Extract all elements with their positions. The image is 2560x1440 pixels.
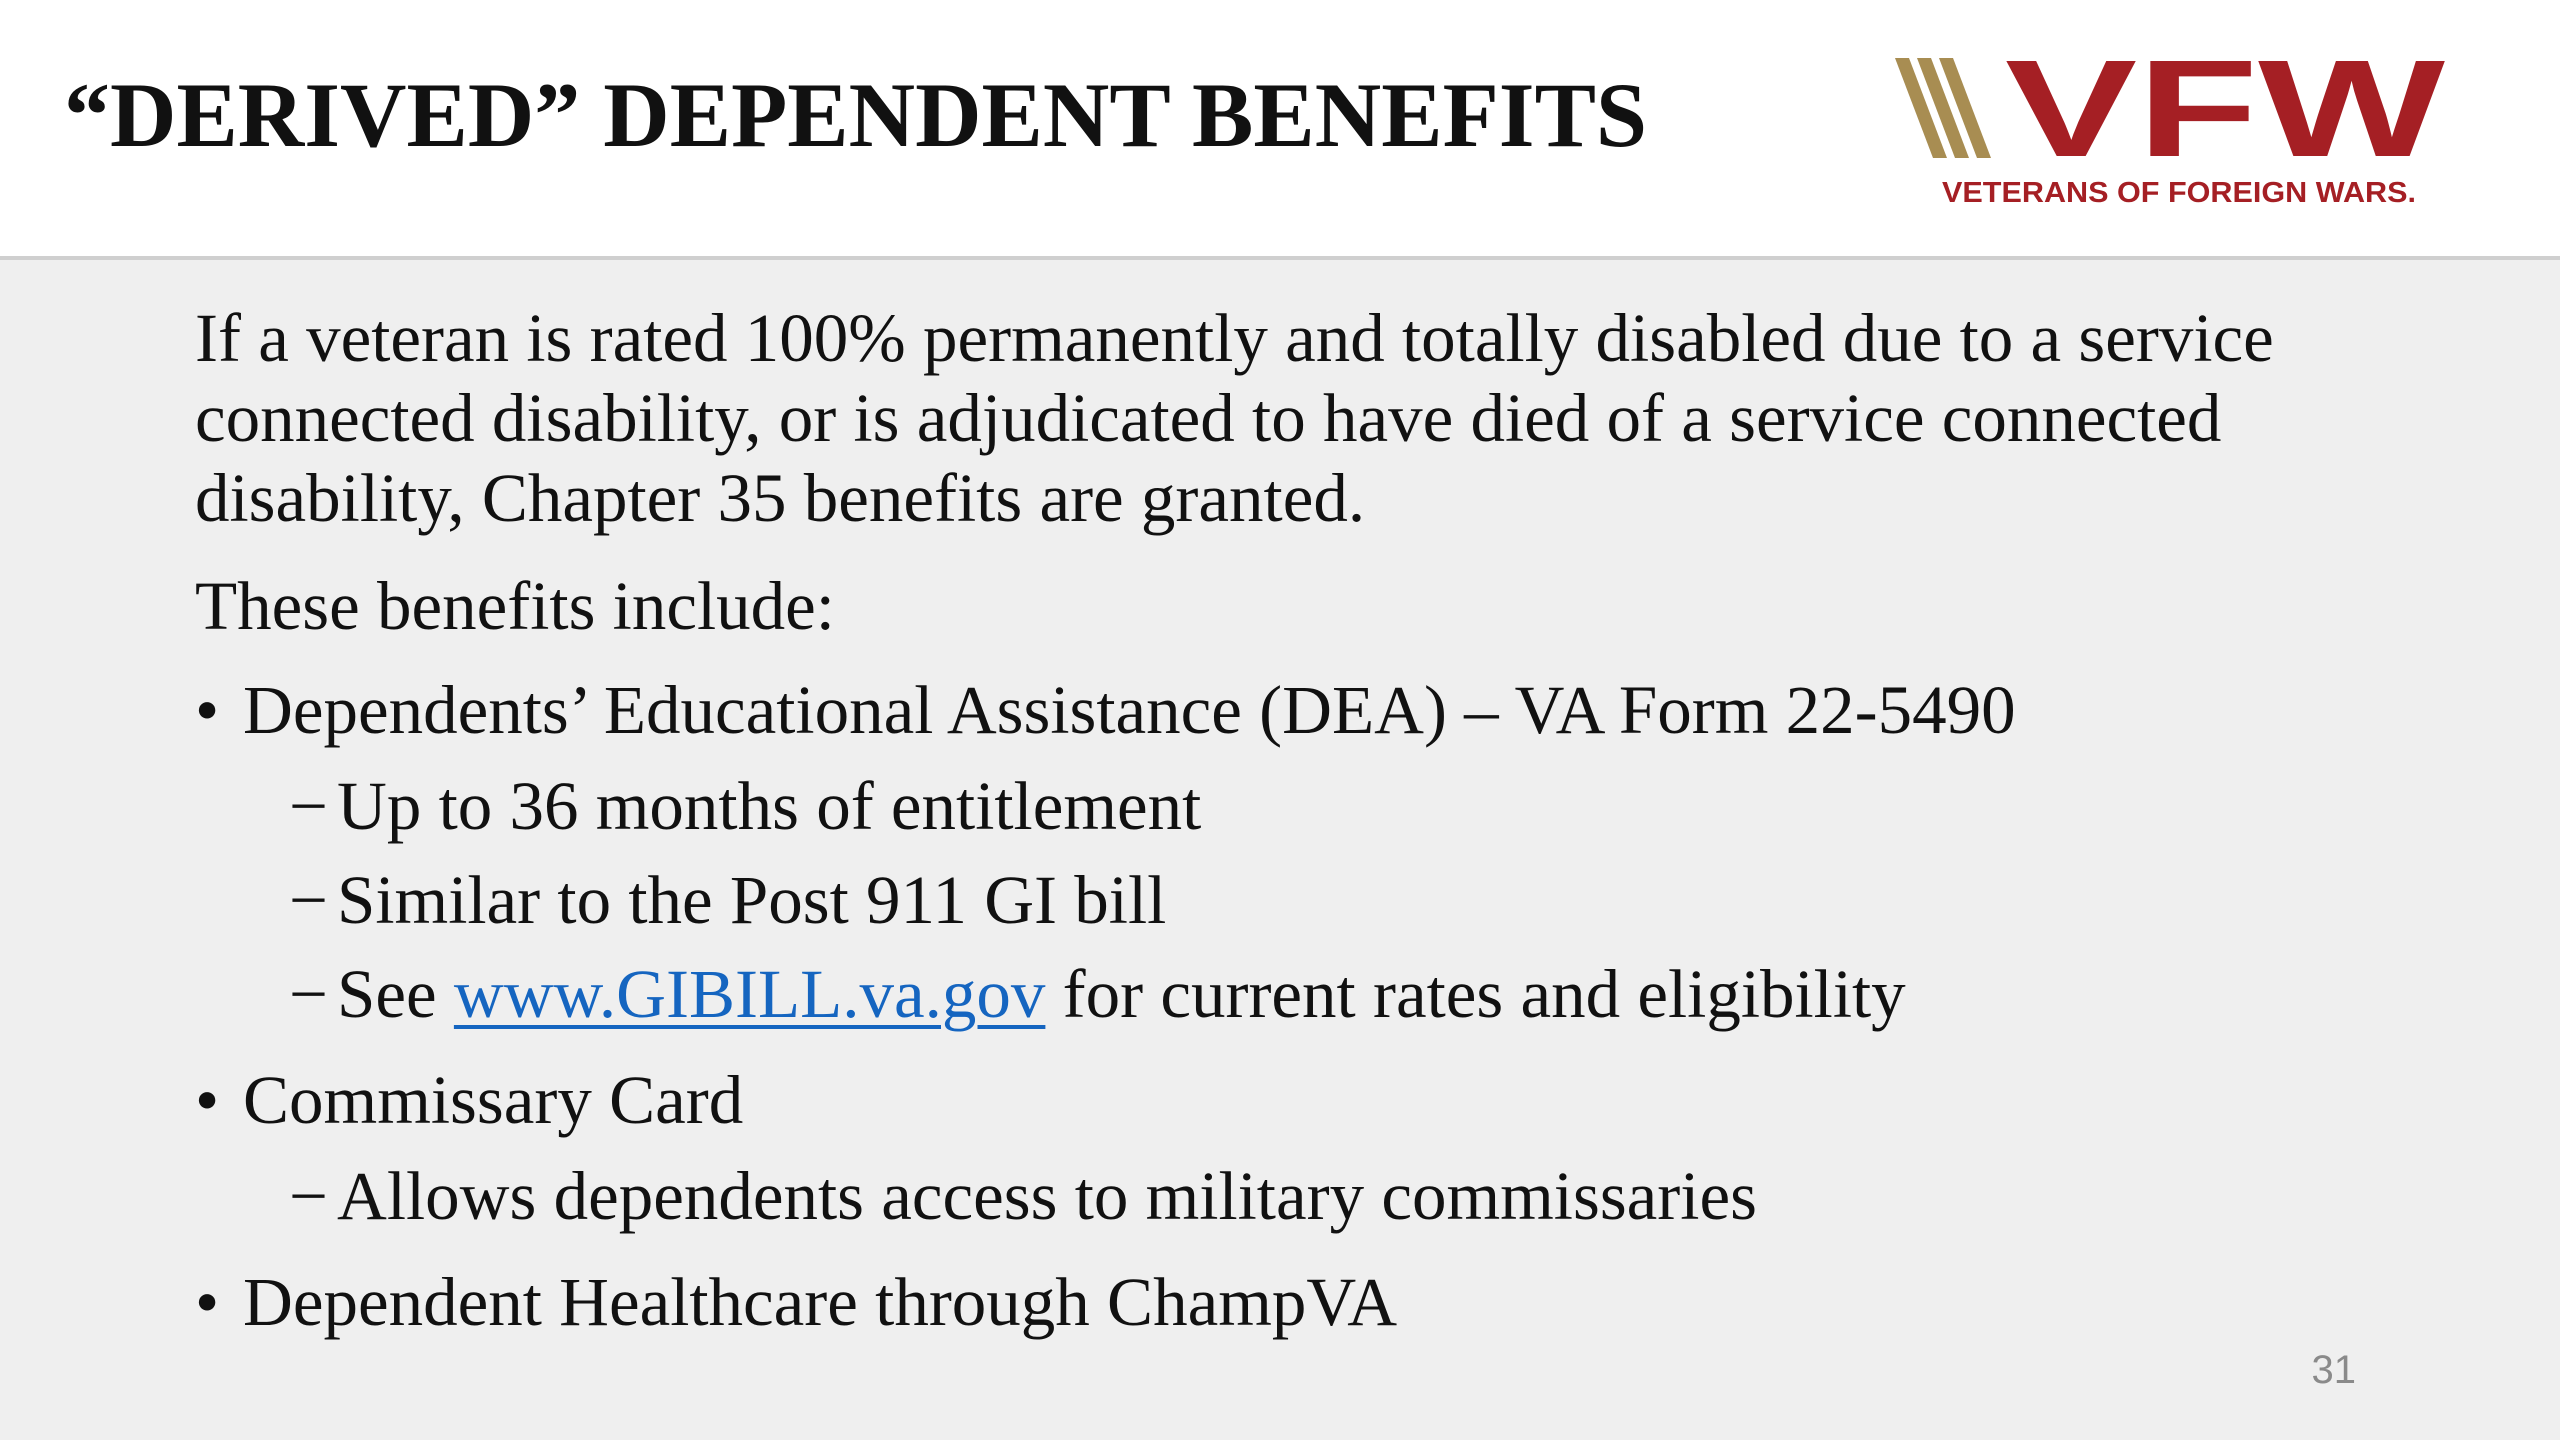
sub-item-link-after: for current rates and eligibility (1045, 956, 1906, 1032)
logo-wordmark: VFW (2005, 50, 2447, 186)
sub-marker: − (289, 1158, 328, 1234)
sub-item-commissary-access (195, 1156, 2395, 1236)
logo-stripes (1895, 58, 1991, 158)
logo-tagline: VETERANS OF FOREIGN WARS. (1942, 177, 2416, 209)
bullet-dea (195, 670, 2395, 750)
benefit-group-dea (195, 670, 2395, 1034)
sub-item-entitlement (195, 766, 2395, 846)
sub-marker: − (289, 862, 328, 938)
page-number: 31 (2311, 1348, 2356, 1392)
sub-item-gi-bill (195, 860, 2395, 940)
bullet-commissary-text: Commissary Card (243, 1062, 744, 1138)
bullet-marker: • (195, 672, 220, 748)
benefit-group-commissary (195, 1060, 2395, 1236)
intro-paragraph: If a veteran is rated 100% permanently and totally disabled due to a service connected disability, or is adjudicated to have died of a service connected disability, Chapter 35 benefits are granted. (195, 300, 2274, 536)
slide-header (0, 0, 2560, 260)
sub-item-link-before: See (337, 956, 454, 1032)
slide-content (195, 298, 2395, 1368)
benefit-group-healthcare (195, 1262, 2395, 1342)
sub-item-gi-bill-text: Similar to the Post 911 GI bill (337, 862, 1167, 938)
bullet-healthcare (195, 1262, 2395, 1342)
bullet-healthcare-text: Dependent Healthcare through ChampVA (243, 1264, 1398, 1340)
sub-marker: − (289, 956, 328, 1032)
bullet-commissary (195, 1060, 2395, 1140)
gibill-link[interactable]: www.GIBILL.va.gov (453, 956, 1046, 1032)
slide-title: “DERIVED” DEPENDENT BENEFITS (64, 64, 1648, 166)
benefits-lead: These benefits include: (195, 568, 835, 644)
sub-marker: − (289, 768, 328, 844)
sub-item-gibill-link (195, 954, 2395, 1034)
bullet-marker: • (195, 1062, 220, 1138)
sub-item-entitlement-text: Up to 36 months of entitlement (337, 768, 1202, 844)
bullet-marker: • (195, 1264, 220, 1340)
vfw-logo (1895, 50, 2465, 220)
sub-item-commissary-access-text: Allows dependents access to military commissaries (337, 1158, 1757, 1234)
bullet-dea-text: Dependents’ Educational Assistance (DEA) – VA Form 22-5490 (243, 672, 2016, 748)
